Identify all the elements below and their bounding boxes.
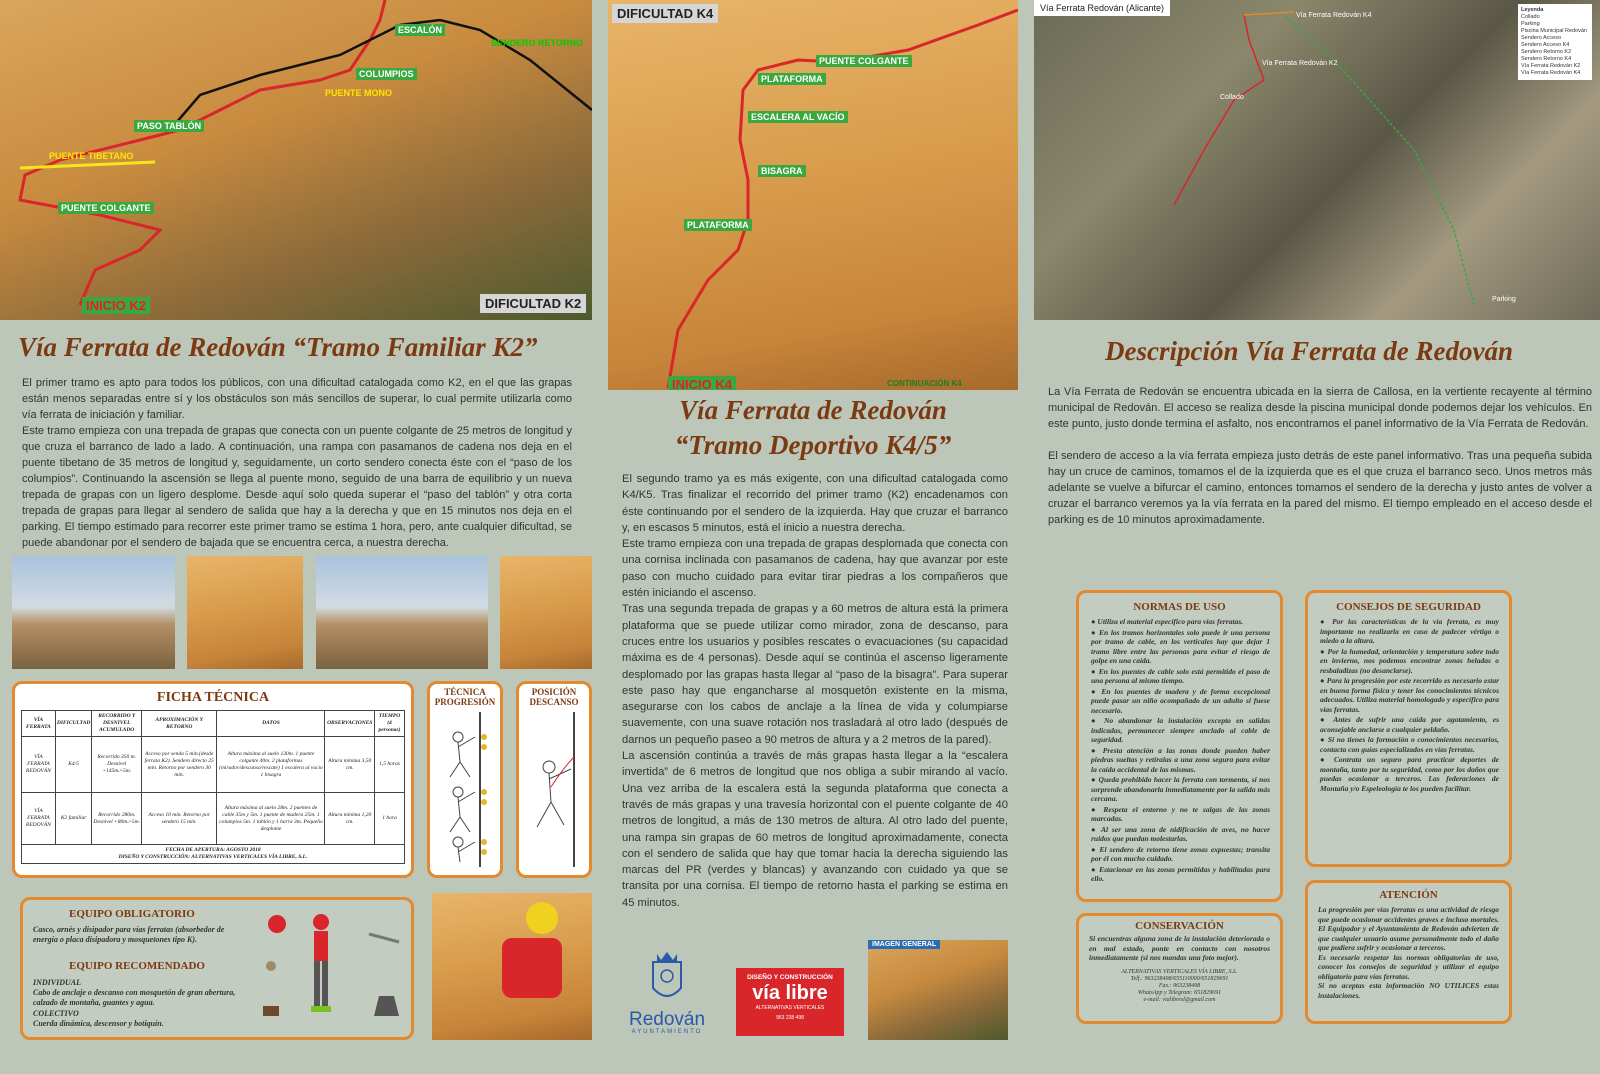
k4-route-overlay [608, 0, 1018, 390]
consejos-seguridad-box [1305, 590, 1512, 867]
ficha-tecnica-box [12, 681, 414, 878]
table-cell: Recorrido 280m. Desnivel +80m./-5m. [92, 793, 142, 845]
descripcion-title: Descripción Vía Ferrata de Redován [1105, 336, 1513, 366]
k2-difficulty-tag: DIFICULTAD K2 [480, 294, 586, 313]
descripcion-paragraph-2: El sendero de acceso a la vía ferrata empieza justo detrás de este panel informativo. Tras una pequeña subida hay un cruce de caminos, tomamos el de la izquierda que es el que cruza el barranco seco. Unos metros más adelante se vuelve a bifurcar el camino, entonces tomamos el sendero de la derecha y justo antes de volver a cruzar el barranco veremos ya la vía ferrata en la pared del mismo. El tiempo empleado en el acceso desde el parking es de 10 minutos aproximadamente. [1048, 450, 1592, 526]
rest-position-illustration [519, 707, 589, 872]
climbing-technique-illustration [430, 707, 500, 872]
table-cell: Altura máxima al suelo 28m. 2 puentes de cable 35m y 5m. 1 puente de madera 25m. 1 columpios 5m. 1 tablón y 1 barra 3m. Pequeño desplome [217, 793, 325, 845]
ficha-footer-date: FECHA DE APERTURA: AGOSTO 2018 [165, 847, 261, 853]
list-item: ● Por las características de la vía ferrata, es muy importante no realizarla en caso de padecer vértigo o miedo a la altura. [1320, 617, 1499, 646]
contact-fax: Fax.: 963238498 [1158, 982, 1201, 989]
contact-company: ALTERNATIVAS VERTICALES VÍA LIBRE, S.L. [1121, 968, 1238, 975]
posicion-descanso-title: POSICIÓN DESCANSO [529, 687, 579, 707]
table-cell: VÍA FERRATA REDOVÁN [22, 793, 56, 845]
table-cell: 1 hora [375, 793, 405, 845]
k2-label-puente-mono: PUENTE MONO [325, 88, 393, 98]
table-header: APROXIMACIÓN Y RETORNO [142, 711, 217, 737]
imagen-general-photo [868, 940, 1008, 1040]
ficha-footer-design: DISEÑO Y CONSTRUCCIÓN: ALTERNATIVAS VERTICALES VÍA LIBRE, S.L. [118, 854, 308, 860]
normas-uso-title: NORMAS DE USO [1133, 601, 1226, 613]
equipo-colectivo-label: COLECTIVO [33, 1009, 79, 1018]
list-item: ● No abandonar la instalación excepto en salidas indicadas, permanecer siempre anclado al cable de seguridad. [1091, 716, 1270, 745]
harness-icon [374, 996, 399, 1016]
k4-continuacion-label: CONTINUACIÓN K4 [887, 379, 962, 388]
normas-uso-box [1076, 590, 1283, 902]
k4-description [622, 471, 1008, 911]
table-header-row [22, 711, 405, 737]
table-footer-cell [22, 845, 405, 864]
k2-label-puente-colgante: PUENTE COLGANTE [58, 202, 154, 214]
table-header: DATOS [217, 711, 325, 737]
table-header: DIFICULTAD [55, 711, 92, 737]
glove-icon [266, 961, 276, 971]
map-legend-item: Collado [1521, 14, 1540, 20]
normas-uso-list [1079, 613, 1280, 884]
list-item: ● En los puentes de madera y de forma excepcional puede pasar un niño acompañado de un adulto si fuese necesario. [1091, 687, 1270, 716]
atencion-paragraph-3: Si no aceptas esta información NO UTILICES estas instalaciones. [1318, 981, 1499, 1000]
map-legend-item: Vía Ferrata Redován K4 [1521, 70, 1581, 76]
list-item: ● El sendero de retorno tiene zonas expuestas; transita por él con mucho cuidado. [1091, 845, 1270, 864]
equipo-obligatorio-title: EQUIPO OBLIGATORIO [69, 908, 195, 920]
k2-description [22, 375, 572, 551]
k2-label-columpios: COLUMPIOS [356, 68, 417, 80]
list-item: ● Contrata un seguro para practicar deportes de montaña, tanto por tu seguridad, como por los daños que puedas ocasionar a terceros. Las federaciones de Montaña y/o Espeleología te los pueden facilitar. [1320, 755, 1499, 793]
satellite-map[interactable] [1034, 0, 1600, 320]
tecnica-progresion-box [427, 681, 503, 878]
photo-trepada-grapas [187, 556, 303, 669]
ficha-tecnica-title: FICHA TÉCNICA [156, 690, 270, 705]
table-cell: K2 familiar [55, 793, 92, 845]
redovan-logo-subtext: AYUNTAMIENTO [631, 1029, 703, 1035]
map-routes-overlay [1034, 0, 1600, 320]
list-item: ● En los puentes de cable solo está permitido el paso de una persona al mismo tiempo. [1091, 667, 1270, 686]
helmet-icon [268, 915, 286, 933]
list-item: ● Estacionar en las zonas permitidas y habilitadas para ello. [1091, 865, 1270, 884]
list-item: ● Al ser una zona de nidificación de aves, no hacer ruidos que puedan molestarlas. [1091, 825, 1270, 844]
ficha-tecnica-table-wrap [21, 710, 405, 864]
consejos-seguridad-title: CONSEJOS DE SEGURIDAD [1336, 601, 1481, 613]
table-cell: Altura mínima 3,50 cm. [325, 737, 375, 793]
k4-inicio-label: INICIO K4 [668, 376, 736, 390]
k4-paragraph-2: Este tramo empieza con una trepada de grapas desplomada que conecta con una cornisa inclinada con pasamanos de cadena, hay que avanzar por este paso con mucho cuidado para evitar tirar piedras a los compañeros que estén iniciando el ascenso. [622, 538, 1008, 600]
map-legend-item: Vía Ferrata Redován K2 [1521, 63, 1581, 69]
contact-email[interactable]: e-mail: vialibresl@gmail.com [1143, 996, 1216, 1003]
k2-inicio-label: INICIO K2 [82, 297, 150, 314]
conservacion-text: Si encuentras alguna zona de la instalación deteriorada o en mal estado, ponte en contacto con nosotros inmediatamente (si nos mandas una foto mejor). [1089, 934, 1270, 962]
k4-paragraph-4: La ascensión continúa a través de más grapas hasta llegar a la “escalera invertida” de 6 metros de longitud que nos obliga a subir mirando al vacío. Una vez arriba de la escalera está la segunda plataforma que conecta a través de más grapas y una travesía horizontal con el puente colgante de 40 metros de longitud, a más de 130 metros de altura. Al otro lado del puente, una rampa sin grapas de 60 metros de longitud aproximadamente, conecta con el sendero de salida que hay que tomar hacia la derecha siguiendo las marcas del PR (verdes y blancas) y avanzando con cuidado ya que se transita por una cornisa. El tiempo de retorno hasta el parking se estima en 45 minutos. [622, 750, 1008, 909]
map-legend-item: Sendero Acceso [1521, 35, 1562, 41]
via-libre-name: vía libre [752, 982, 828, 1004]
descripcion-paragraph-1: La Vía Ferrata de Redován se encuentra ubicada en la sierra de Callosa, en la vertiente recayente al término municipal de Redován. El acceso se realiza desde la piscina municipal donde podemos dejar los vehículos. En este punto, justo donde termina el asfalto, nos encontramos el panel informativo de la Vía Ferrata de Redován. [1048, 386, 1592, 430]
k2-paragraph-1: El primer tramo es apto para todos los públicos, con una dificultad catalogada como K2, en el que las grapas están menos separadas entre sí y los obstáculos son más sencillos de superar, lo cual permite utilizarla como vía ferrata de iniciación y familiar. [22, 377, 572, 421]
redovan-coat-of-arms-icon [647, 948, 687, 1006]
k2-label-puente-tibetano: PUENTE TIBETANO [49, 151, 134, 161]
equipo-individual-text: Cabo de anclaje o descanso con mosquetón de gran abertura, calzado de montaña, guantes y agua. [33, 988, 236, 1007]
map-legend-title: Leyenda [1521, 7, 1544, 13]
map-legend [1518, 4, 1592, 80]
k4-title-line2: “Tramo Deportivo K4/5” [674, 430, 952, 460]
contact-whatsapp: WhatsApp y Telegram: 651829691 [1137, 989, 1222, 996]
atencion-title: ATENCIÓN [1379, 889, 1438, 901]
via-libre-subtitle: ALTERNATIVAS VERTICALES [755, 1005, 825, 1011]
k2-route-photo [0, 0, 592, 320]
map-legend-item: Sendero Retorno K2 [1521, 49, 1572, 55]
climber-figure [432, 893, 592, 1040]
equipo-individual-label: INDIVIDUAL [33, 978, 82, 987]
table-header: OBSERVACIONES [325, 711, 375, 737]
k4-label-plataforma-2: PLATAFORMA [684, 219, 752, 231]
k2-paragraph-2: Este tramo empieza con una trepada de grapas que conecta con un puente colgante de 25 metros de longitud y que cruza el barranco de lado a lado. A continuación, una rampa con pasamanos de cadena nos deja en el puente tibetano de 35 metros de longitud y, seguidamente, un corto sendero conecta éste con el “paso de los columpios”. Continuando la ascensión se llega al puente mono, seguido de una barra de equilibrio y un nueva trepada de grapas con un ligero desplome. Desde aquí solo queda superar el “paso del tablón” y otra corta trepada de grapas para llegar al sendero de salida que hay a la derecha y que en 15 minutos nos deja en el parking. El tiempo estimado para recorrer este primer tramo se estima 1 hora, pero, ante cualquier dificultad, se puede abandonar por el sendero de bajada que se encuentra cerca, a nuestra derecha. [22, 425, 572, 549]
equipo-colectivo-text: Cuerda dinámica, descensor y botiquín. [33, 1019, 164, 1028]
atencion-box [1305, 880, 1512, 1024]
consejos-seguridad-list [1308, 613, 1509, 793]
redovan-logo[interactable] [622, 948, 712, 1040]
k4-label-puente-colgante: PUENTE COLGANTE [816, 55, 912, 67]
list-item: ● Queda prohibido hacer la ferrata con tormenta, si nos sorprende abandonarla inmediatamente por la salida más cercana. [1091, 775, 1270, 804]
table-cell: 1,5 horas [375, 737, 405, 793]
table-header: TIEMPO (4 personas) [375, 711, 405, 737]
via-libre-logo[interactable] [736, 968, 844, 1036]
conservacion-contact [1079, 969, 1280, 1004]
table-cell: Acceso por senda 5 min.(desde ferrata K2). Sendero directo 25 min. Retorno por sendero 30 min. [142, 737, 217, 793]
table-footer-row [22, 845, 405, 864]
map-point-collado: Collado [1220, 94, 1244, 101]
via-libre-phone: 963 238 498 [776, 1015, 804, 1021]
atencion-paragraph-1: La progresión por vías ferratas es una actividad de riesgo que puede ocasionar accidentes graves e incluso mortales. El Equipador y el Ayuntamiento de Redován advierten de que cualquier usuario asume personalmente todo el daño que pudiera sufrir y ocasionar a terceros. [1318, 905, 1499, 952]
k2-label-paso-tablon: PASO TABLÓN [134, 120, 204, 132]
map-legend-item: Piscina Municipal Redován [1521, 28, 1588, 34]
ficha-tecnica-table [21, 710, 405, 864]
map-point-k4: Vía Ferrata Redován K4 [1296, 12, 1372, 19]
posicion-descanso-box [516, 681, 592, 878]
table-row [22, 793, 405, 845]
table-cell: VÍA FERRATA REDOVÁN [22, 737, 56, 793]
map-title-box: Vía Ferrata Redován (Alicante) [1034, 0, 1170, 16]
equipo-recomendado-title: EQUIPO RECOMENDADO [69, 960, 205, 972]
via-libre-design-text: DISEÑO Y CONSTRUCCIÓN [747, 974, 833, 981]
map-point-k2: Vía Ferrata Redován K2 [1262, 60, 1338, 67]
energy-absorber-icon [369, 934, 399, 942]
table-cell: Altura máxima al suelo 130m. 1 puente colgante 40m. 2 plataformas (mirador/descanso/rescate) 1 escalera al vacío 1 bisagra [217, 737, 325, 793]
k4-title-line1: Vía Ferrata de Redován [679, 395, 947, 425]
map-point-parking: Parking [1492, 296, 1516, 303]
photo-puente-colgante [316, 556, 488, 669]
redovan-logo-text: Redován [628, 1009, 706, 1030]
k4-paragraph-3: Tras una segunda trepada de grapas y a 60 metros de altura está la primera plataforma que se puede utilizar como mirador, zona de descanso, para cruces entre los usuarios y posibles rescates o evacuaciones (su capacidad máxima es de 4 personas). Desde aquí se continúa el ascenso ligeramente desplomado por las grapas hasta llegar al “paso de la bisagra”. Para superar este paso hay que engancharse al mosquetón existente en la misma, asegurarse con los cabos de anclaje a la línea de vida y columpiarse suavemente, con una suave rotación nos trasladará al otro lado (después de darnos un pequeño paseo a 90 metros de altura y a 2 metros de la pared). [622, 603, 1008, 746]
conservacion-box [1076, 913, 1283, 1024]
k4-label-plataforma-1: PLATAFORMA [758, 73, 826, 85]
k4-label-escalera-vacio: ESCALERA AL VACÍO [748, 111, 848, 123]
list-item: ● Para la progresión por este recorrido es necesario estar en buena forma física y tener los conocimientos técnicos adecuados. Utiliza material homologado y específico para vías ferratas. [1320, 676, 1499, 714]
photo-climber-helmet [432, 893, 592, 1040]
k2-label-sendero-retorno: SENDERO RETORNO [491, 38, 583, 48]
map-legend-item: Sendero Retorno K4 [1521, 56, 1572, 62]
table-row [22, 737, 405, 793]
k4-paragraph-1: El segundo tramo ya es más exigente, con una dificultad catalogada como K4/K5. Tras finalizar el recorrido del primer tramo (K2) encadenamos con éste continuando por el sendero de la izquierda. Hay que cruzar el barranco y, en escasos 5 minutos, está el inicio a nuestra derecha. [622, 473, 1008, 534]
equipo-box [20, 897, 414, 1040]
table-cell: Altura mínima 1,20 cm. [325, 793, 375, 845]
k2-label-escalon: ESCALÓN [395, 24, 445, 36]
map-legend-item: Parking [1521, 21, 1540, 27]
list-item: ● Antes de sufrir una caída por agotamiento, es aconsejable anclarse a cualquier peldaño. [1320, 715, 1499, 734]
table-header: VÍA FERRATA [22, 711, 56, 737]
list-item: ● Respeta el entorno y no te salgas de las zonas marcadas. [1091, 805, 1270, 824]
atencion-paragraph-2: Es necesario respetar las normas obligatorias de uso, conocer los consejos de seguridad y utilizar el equipo obligatorio para vías ferratas. [1318, 952, 1499, 981]
k4-difficulty-tag: DIFICULTAD K4 [612, 4, 718, 23]
list-item: ● Utiliza el material específico para vías ferratas. [1091, 617, 1270, 627]
table-cell: Acceso 10 min. Retorno por sendero 15 min. [142, 793, 217, 845]
k4-route-photo [608, 0, 1018, 390]
list-item: ● Por la humedad, orientación y temperatura sobre todo en invierno, nos podemos encontrar zonas heladas o resbaladizas (no desanclarse). [1320, 647, 1499, 676]
k2-title: Vía Ferrata de Redován “Tramo Familiar K2” [18, 332, 538, 362]
table-cell: Recorrido 350 m. Desnivel +145m./-5m. [92, 737, 142, 793]
list-item: ● Si no tienes la formación o conocimientos necesarios, contacta con guías especializados en vías ferratas. [1320, 735, 1499, 754]
k4-label-bisagra: BISAGRA [758, 165, 806, 177]
climber-equipment-illustration [259, 906, 409, 1036]
photo-puente-tibetano [12, 556, 175, 669]
table-cell: K4/5 [55, 737, 92, 793]
conservacion-title: CONSERVACIÓN [1135, 920, 1224, 932]
boot-icon [263, 1006, 279, 1016]
map-legend-item: Sendero Acceso K4 [1521, 42, 1570, 48]
descripcion-text [1048, 384, 1592, 528]
table-header: RECORRIDO Y DESNIVEL ACUMULADO [92, 711, 142, 737]
tecnica-progresion-title: TÉCNICA PROGRESIÓN [434, 687, 496, 707]
list-item: ● En los tramos horizontales solo puede ir una persona por tramo de cable, en los verticales hay que dejar 1 tramo libre entre las personas para evitar el riesgo de golpe en una caída. [1091, 628, 1270, 666]
equipo-obligatorio-text: Casco, arnés y disipador para vías ferratas (absorbedor de energía o placa disipadora y mosquetones tipo K). [33, 925, 225, 944]
list-item: ● Presta atención a las zonas donde pueden haber piedras sueltas y retíralas a una zona segura para evitar la caída accidental de las mismas. [1091, 746, 1270, 775]
contact-phone: Telf.: 963238498/655110000/651829691 [1130, 975, 1229, 982]
imagen-general-label: IMAGEN GENERAL [868, 940, 940, 949]
photo-escaladores [500, 556, 592, 669]
